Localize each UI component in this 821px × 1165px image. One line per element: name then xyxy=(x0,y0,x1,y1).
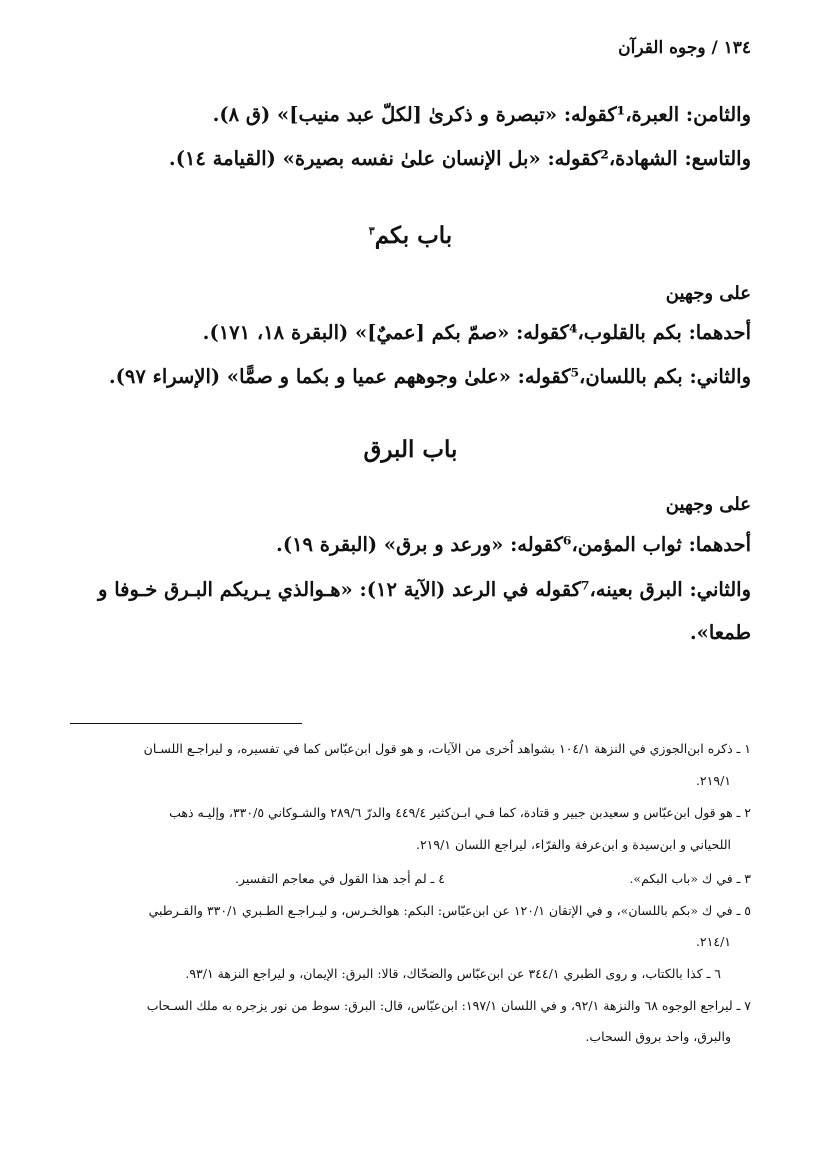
entry-eighth: والثامن: العبرة،¹كقوله: «تبصرة و ذكرىٰ [لكلّ عبد منيب]» (ق ٨). xyxy=(212,103,751,126)
footnote-separator xyxy=(70,723,302,724)
aspect-one: أحدهما: بكم بالقلوب،⁴كقوله: «صمّ بكم [عميٌ]» (البقرة ١٨، ١٧١). xyxy=(202,321,751,344)
footnote-5-cont: ٢١٤/١. xyxy=(695,934,731,949)
footnote-7-cont: والبرق، واحد بروق السحاب. xyxy=(585,1029,731,1044)
section-title-text: باب بكم xyxy=(374,222,453,249)
footnote-4: ٤ ـ لم أجد هذا القول في معاجم التفسير. xyxy=(235,871,445,886)
entry-ninth: والتاسع: الشهادة،²كقوله: «بل الإنسان علىٰ نفسه بصيرة» (القيامة ١٤). xyxy=(168,147,751,170)
footnote-2: ٢ ـ هو قول ابن‌عبّاس و سعيدبن جبير و قتادة، كما فـي ابـن‌كثير ٤٤٩/٤ والدرّ ٢٨٩/٦ والشـوكاني ٣٣٠/٥، وإليـه ذهب xyxy=(169,805,751,820)
footnote-5: ٥ ـ في ك «بكم باللسان»، و في الإتقان ١٢٠/١ عن ابن‌عبّاس: البكم: هوالخـرس، و ليـراجـع الطـبري ٣٣٠/١ والقـرطبي xyxy=(148,903,751,918)
section-title-bakam xyxy=(40,222,781,249)
subheading-two-aspects: على وجهين xyxy=(665,283,751,304)
aspect-one-barq: أحدهما: ثواب المؤمن،⁶كقوله: «ورعد و برق» (البقرة ١٩). xyxy=(276,533,751,556)
footnote-1: ١ ـ ذكره ابن‌الجوزي في النزهة ١٠٤/١ بشواهد اُخرى من الآيات، و هو قول ابن‌عبّاس كما في تفسيره، و ليراجـع اللسـان xyxy=(143,741,751,756)
running-head: ١٣٤ / وجوه القرآن xyxy=(618,38,751,58)
footnote-2-cont: اللحياني و ابن‌سيدة و ابن‌عرفة والفرّاء، ليراجع اللسان ٢١٩/١. xyxy=(415,837,731,852)
footnote-6: ٦ ـ كذا بالكتاب، و روى الطبري ٣٤٤/١ عن ابن‌عبّاس والضحّاك، قالا: البرق: الإيمان، و ليراجع النزهة ٩٣/١. xyxy=(185,966,721,981)
aspect-two-barq: والثاني: البرق بعينه،⁷كقوله في الرعد (الآية ١٢): «هـوالذي يـريكم البـرق خـوفا و xyxy=(98,578,751,601)
footnote-7: ٧ ـ ليراجع الوجوه ٦٨ والنزهة ٩٢/١، و في اللسان ١٩٧/١: ابن‌عبّاس، قال: البرق: سوط من نور يزجره به ملك السـحاب xyxy=(146,998,751,1013)
footnote-3: ٣ ـ في ك «باب البكم». xyxy=(629,871,751,886)
aspect-two: والثاني: بكم باللسان،⁵كقوله: «علىٰ وجوههم عميا و بكما و صمًّا» (الإسراء ٩٧). xyxy=(108,365,751,388)
footnote-1-cont: ٢١٩/١. xyxy=(695,773,731,788)
aspect-two-barq-cont: طمعا». xyxy=(689,621,751,644)
subheading-two-aspects-2: على وجهين xyxy=(665,494,751,515)
section-title-barq: باب البرق xyxy=(363,436,458,463)
title-footnote-marker: ٣ xyxy=(368,224,375,238)
